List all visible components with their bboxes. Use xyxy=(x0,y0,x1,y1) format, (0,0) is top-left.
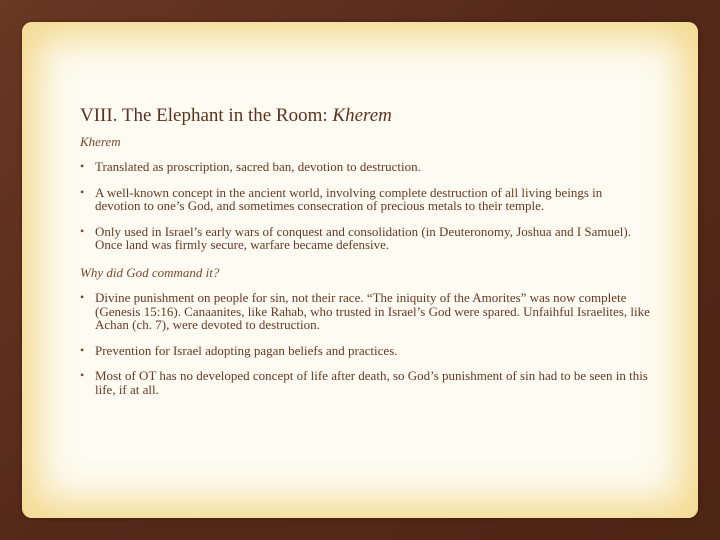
bullet-item xyxy=(80,160,650,174)
bullet-icon: • xyxy=(80,223,85,238)
bullet-icon: • xyxy=(80,159,85,173)
bullet-icon: • xyxy=(80,289,85,304)
bullet-item xyxy=(80,186,650,213)
subhead-why: Why did God command it? xyxy=(80,264,220,280)
bullet-text: Prevention for Israel adopting pagan beliefs and practices. xyxy=(95,342,398,358)
slide-title-italic: Kherem xyxy=(332,105,392,126)
bullet-icon: • xyxy=(80,368,85,383)
subhead-kherem: Kherem xyxy=(80,134,121,149)
bullet-text: A well-known concept in the ancient world, involving complete destruction of all living beings in devotion to one’s God, and sometimes consecration of precious metals to their temple. xyxy=(95,184,603,214)
slide-title xyxy=(80,104,650,128)
slide-title-text: VIII. The Elephant in the Room: xyxy=(80,105,333,126)
bullet-text: Divine punishment on people for sin, not their race. “The iniquity of the Amorites” was now complete (Genesis 15:16). Canaanites, like Rahab, who trusted in Israel’s God were spared. Unfaihful Israelites, like Achan (ch. 7), were devoted to destruction. xyxy=(95,289,650,333)
bullet-item xyxy=(80,344,650,358)
bullet-text: Only used in Israel’s early wars of conquest and consolidation (in Deuteronomy, Joshua and I Samuel). Once land was firmly secure, warfare became defensive. xyxy=(95,223,632,253)
bullet-icon: • xyxy=(80,342,85,357)
bullet-list-definition xyxy=(80,160,650,252)
bullet-icon: • xyxy=(80,184,85,199)
bullet-item xyxy=(80,225,650,252)
bullet-text: Most of OT has no developed concept of life after death, so God’s punishment of sin had to be seen in this life, if at all. xyxy=(95,368,648,397)
bullet-item xyxy=(80,369,650,396)
bullet-item xyxy=(80,291,650,332)
bullet-list-reasons xyxy=(80,291,650,397)
slide-content xyxy=(80,104,650,409)
bullet-text: Translated as proscription, sacred ban, devotion to destruction. xyxy=(95,159,421,174)
